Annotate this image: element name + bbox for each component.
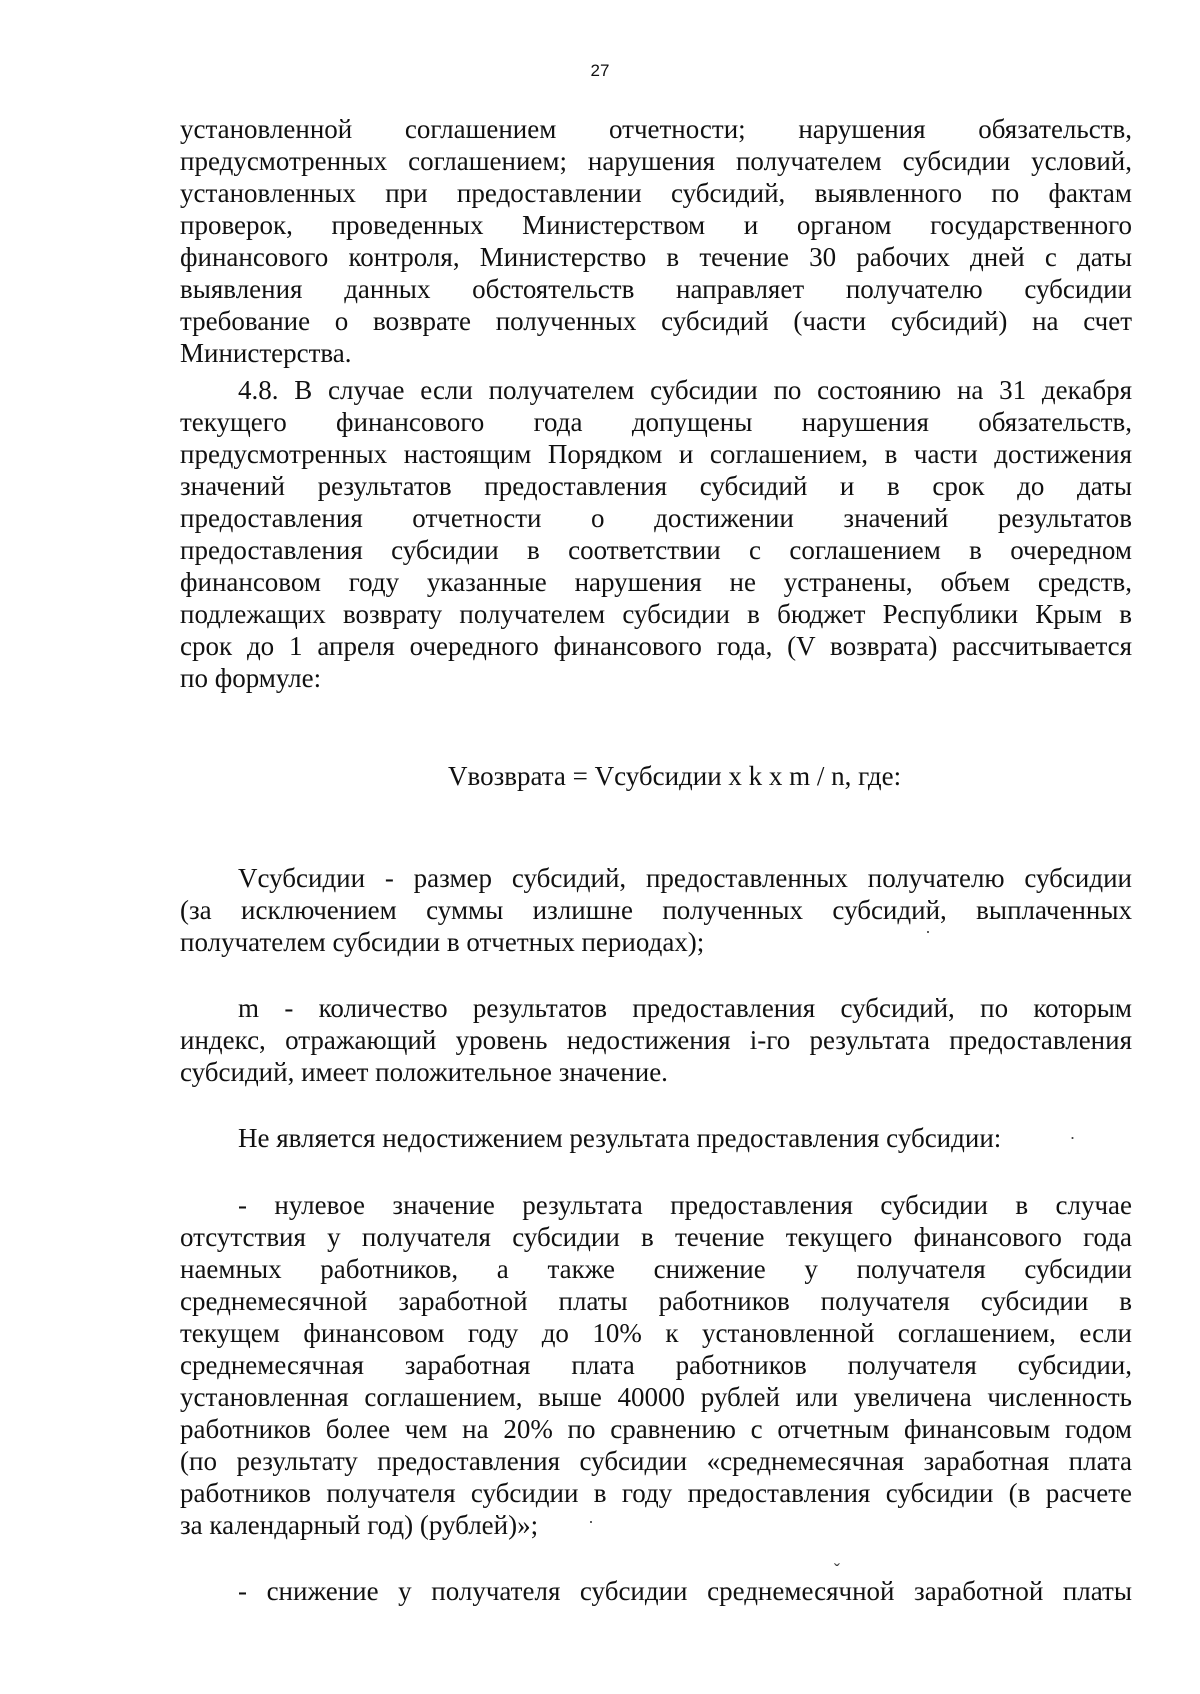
- paragraph-line: отсутствия у получателя субсидии в течение текущего финансового года: [180, 1222, 1132, 1252]
- paragraph-line: - нулевое значение результата предоставления субсидии в случае: [238, 1190, 1132, 1220]
- paragraph-line: работников более чем на 20% по сравнению с отчетным финансовым годом: [180, 1414, 1132, 1444]
- paragraph-line: Не является недостижением результата предоставления субсидии:: [238, 1123, 1002, 1153]
- paragraph-line: предусмотренных соглашением; нарушения получателем субсидии условий,: [180, 146, 1132, 176]
- scan-speck: ˇ: [834, 1561, 840, 1581]
- paragraph-line: предоставления субсидии в соответствии с соглашением в очередном: [180, 535, 1132, 565]
- paragraph-line: текущем финансовом году до 10% к установленной соглашением, если: [180, 1318, 1132, 1348]
- paragraph-line: финансового контроля, Министерство в течение 30 рабочих дней с даты: [180, 242, 1132, 272]
- paragraph-line: выявления данных обстоятельств направляет получателю субсидии: [180, 274, 1132, 304]
- paragraph-line: финансовом году указанные нарушения не устранены, объем средств,: [180, 567, 1132, 597]
- paragraph-line: наемных работников, а также снижение у получателя субсидии: [180, 1254, 1132, 1284]
- paragraph-zero-value-exception: [180, 1189, 1132, 1541]
- scan-speck: .: [1070, 1123, 1076, 1143]
- paragraph-line: установленной соглашением отчетности; нарушения обязательств,: [180, 114, 1132, 144]
- paragraph-line: значений результатов предоставления субсидий и в срок до даты: [180, 471, 1132, 501]
- paragraph-line: (за исключением суммы излишне полученных субсидий, выплаченных: [180, 895, 1132, 925]
- scan-speck: ·: [588, 1511, 594, 1531]
- paragraph-line: (по результату предоставления субсидии «среднемесячная заработная плата: [180, 1446, 1132, 1476]
- paragraph-line: Министерства.: [180, 338, 352, 368]
- paragraph-not-underachievement: [180, 1122, 1132, 1154]
- page-number: 27: [590, 61, 610, 80]
- paragraph-line: предоставления отчетности о достижении значений результатов: [180, 503, 1132, 533]
- paragraph-line: - снижение у получателя субсидии среднемесячной заработной платы: [238, 1576, 1132, 1606]
- paragraph-line: срок до 1 апреля очередного финансового года, (V возврата) рассчитывается: [180, 631, 1132, 661]
- paragraph-line: требование о возврате полученных субсидий (части субсидий) на счет: [180, 306, 1132, 336]
- paragraph-line: субсидий, имеет положительное значение.: [180, 1057, 668, 1087]
- paragraph-v-subsidy: [180, 862, 1132, 958]
- paragraph-line: предусмотренных настоящим Порядком и соглашением, в части достижения: [180, 439, 1132, 469]
- paragraph-line: подлежащих возврату получателем субсидии в бюджет Республики Крым в: [180, 599, 1132, 629]
- paragraph-line: получателем субсидии в отчетных периодах);: [180, 927, 705, 957]
- paragraph-line: установленная соглашением, выше 40000 рублей или увеличена численность: [180, 1382, 1132, 1412]
- paragraph-line: работников получателя субсидии в году предоставления субсидии (в расчете: [180, 1478, 1132, 1508]
- paragraph-line: среднемесячная заработная плата работников получателя субсидии,: [180, 1350, 1132, 1380]
- paragraph-report-obligations: [180, 113, 1132, 369]
- paragraph-line: m - количество результатов предоставления субсидий, по которым: [238, 993, 1132, 1023]
- paragraph-line: Vсубсидии - размер субсидий, предоставленных получателю субсидии: [238, 863, 1132, 893]
- formula: Vвозврата = Vсубсидии x k x m / n, где:: [448, 761, 902, 791]
- paragraph-salary-reduction: [180, 1575, 1132, 1607]
- paragraph-line: среднемесячной заработной платы работников получателя субсидии в: [180, 1286, 1132, 1316]
- paragraph-line: установленных при предоставлении субсидий, выявленного по фактам: [180, 178, 1132, 208]
- scan-speck: ·: [925, 921, 931, 941]
- paragraph-line: проверок, проведенных Министерством и органом государственного: [180, 210, 1132, 240]
- paragraph-line: индекс, отражающий уровень недостижения i-го результата предоставления: [180, 1025, 1132, 1055]
- paragraph-line: по формуле:: [180, 663, 322, 693]
- paragraph-line: за календарный год) (рублей)»;: [180, 1510, 539, 1540]
- paragraph-line: текущего финансового года допущены нарушения обязательств,: [180, 407, 1132, 437]
- paragraph-line: 4.8. В случае если получателем субсидии по состоянию на 31 декабря: [238, 375, 1132, 405]
- paragraph-section-4-8: [180, 374, 1132, 694]
- paragraph-m-definition: [180, 992, 1132, 1088]
